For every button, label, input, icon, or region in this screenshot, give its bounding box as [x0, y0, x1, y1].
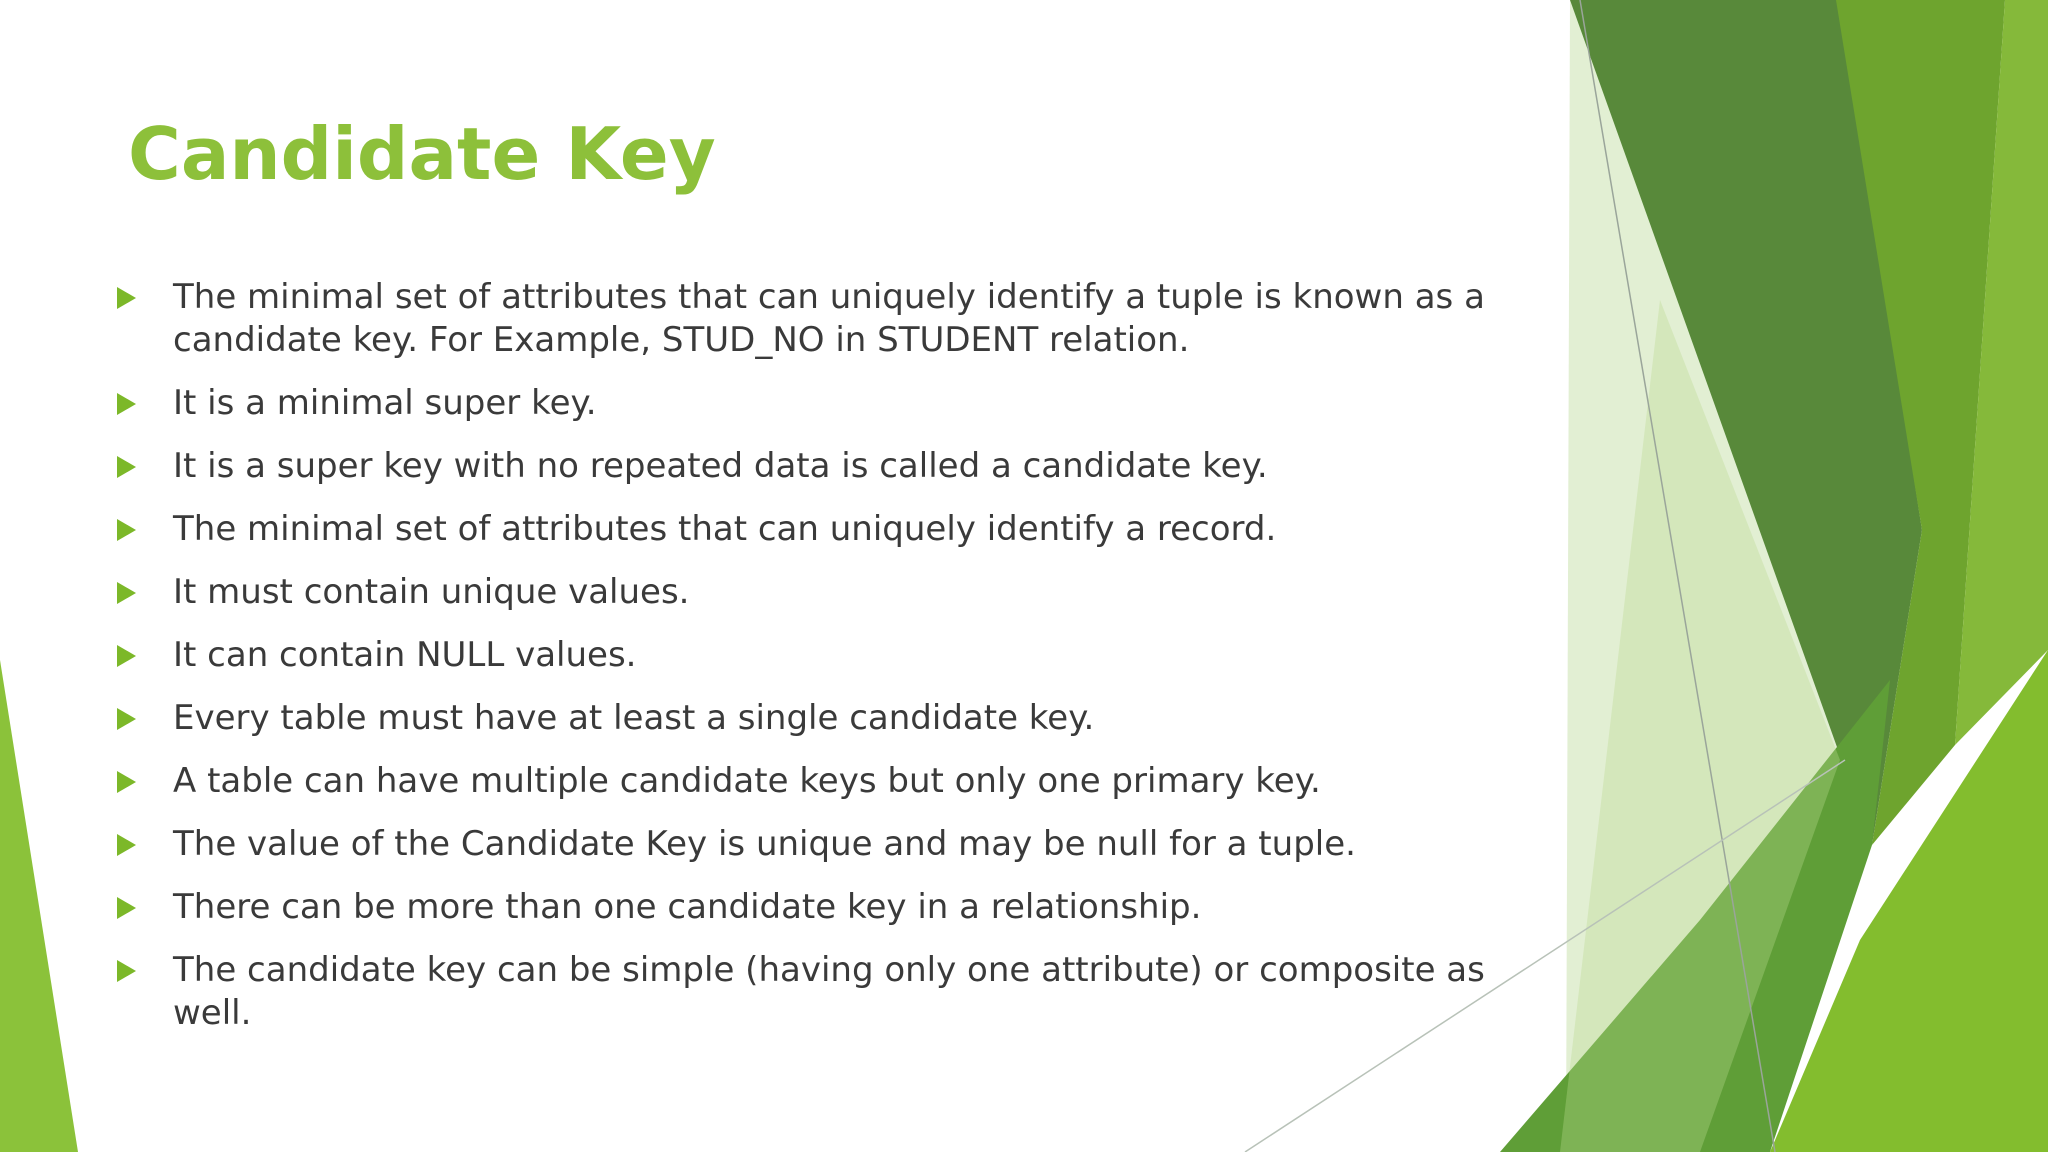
- list-item: [110, 508, 1530, 551]
- left-edge-shape: [0, 660, 78, 1152]
- triangle-bullet-icon: [117, 393, 136, 415]
- list-item: [110, 571, 1530, 614]
- list-item: [110, 276, 1530, 362]
- list-item: [110, 382, 1530, 425]
- slide-title: Candidate Key: [128, 112, 716, 196]
- list-item: [110, 760, 1530, 803]
- list-item: [110, 823, 1530, 866]
- triangle-bullet-icon: [117, 645, 136, 667]
- bullet-text: The minimal set of attributes that can uniquely identify a tuple is known as a candidate key. For Example, STUD_NO in STUDENT relation.: [173, 277, 1485, 360]
- bullet-text: A table can have multiple candidate keys but only one primary key.: [173, 761, 1321, 801]
- bullet-text: It can contain NULL values.: [173, 635, 637, 675]
- list-item: [110, 886, 1530, 929]
- triangle-bullet-icon: [117, 960, 136, 982]
- bullet-text: The minimal set of attributes that can uniquely identify a record.: [173, 509, 1277, 549]
- list-item: [110, 949, 1530, 1035]
- triangle-bullet-icon: [117, 287, 136, 309]
- bullet-text: It is a minimal super key.: [173, 383, 597, 423]
- bullet-text: It is a super key with no repeated data is called a candidate key.: [173, 446, 1268, 486]
- list-item: [110, 634, 1530, 677]
- bullet-text: The value of the Candidate Key is unique and may be null for a tuple.: [173, 824, 1356, 864]
- bullet-text: Every table must have at least a single candidate key.: [173, 698, 1095, 738]
- triangle-bullet-icon: [117, 519, 136, 541]
- bullet-list: [110, 276, 1530, 1055]
- triangle-bullet-icon: [117, 771, 136, 793]
- triangle-bullet-icon: [117, 897, 136, 919]
- list-item: [110, 697, 1530, 740]
- triangle-bullet-icon: [117, 456, 136, 478]
- triangle-bullet-icon: [117, 582, 136, 604]
- list-item: [110, 445, 1530, 488]
- triangle-bullet-icon: [117, 834, 136, 856]
- bullet-text: The candidate key can be simple (having only one attribute) or composite as well.: [173, 950, 1485, 1033]
- bullet-text: There can be more than one candidate key in a relationship.: [173, 887, 1202, 927]
- triangle-bullet-icon: [117, 708, 136, 730]
- bullet-text: It must contain unique values.: [173, 572, 690, 612]
